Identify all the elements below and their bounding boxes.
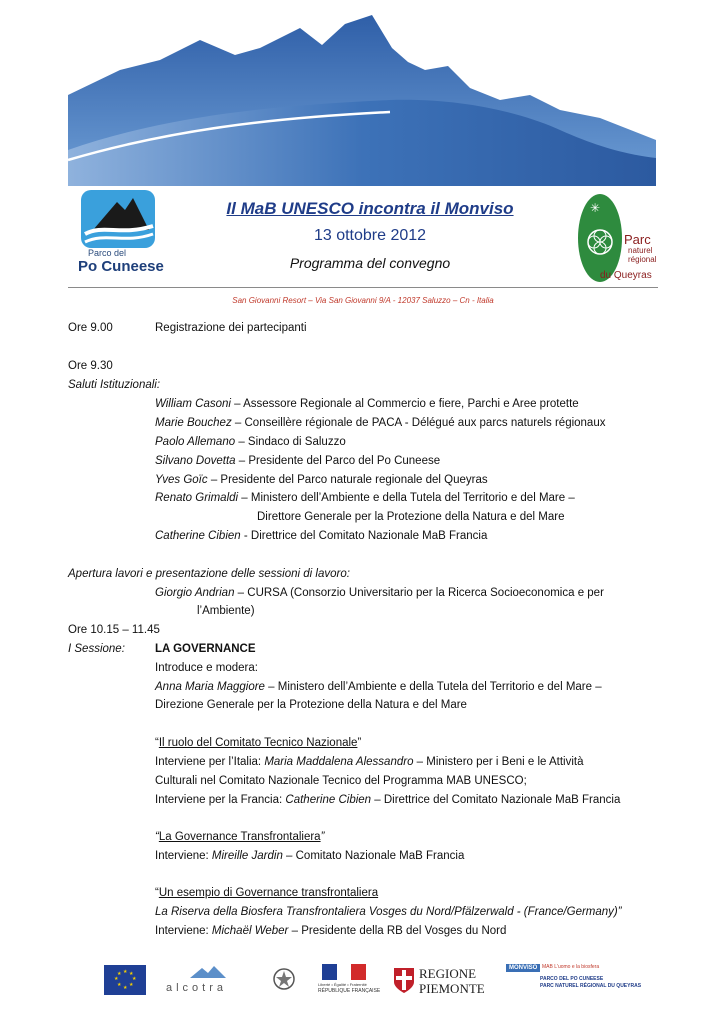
speaker-name: Paolo Allemano [155,436,236,448]
mountain-banner [0,0,725,190]
republique-francaise-logo [318,964,381,996]
eu-flag-icon [104,964,146,996]
speaker-row [155,435,346,449]
marianne-flag-icon [322,964,366,980]
talk2-name: Mireille Jardin [211,850,283,862]
monviso-sub2: PARC NATUREL RÉGIONAL DU QUEYRAS [540,983,642,989]
speaker-role: – Presidente del Parco del Po Cuneese [235,455,441,467]
speaker-name: William Casoni [155,398,231,410]
monviso-text: MONVISO [506,964,540,972]
logo-right-line2a: naturel [628,246,653,255]
talk1-prefix-it: Interviene per l’Italia: [155,756,265,768]
svg-text:★: ★ [129,982,134,988]
talk1-title [155,736,361,750]
session-time: Ore 10.15 – 11.45 [68,624,160,636]
piemonte-shield-icon [392,966,416,994]
session-title: LA GOVERNANCE [155,643,256,655]
talk3-prefix: Interviene: [155,925,212,937]
regione-text: REGIONE [419,966,477,981]
speaker-name: Renato Grimaldi [155,492,239,504]
monviso-mab-logo [506,964,642,996]
logo-right-line2 [628,246,656,264]
event-address: San Giovanni Resort – Via San Giovanni 9/A - 12037 Saluzzo – Cn - Italia [232,296,494,305]
speaker-role: – Assessore Regionale al Commercio e fiere, Parchi e Aree protette [230,398,579,410]
speaker-role: Direttore Generale per la Protezione della Natura e del Mare [257,511,565,523]
speaker-row [155,416,605,430]
svg-text:★: ★ [114,976,119,982]
event-subtitle: Programma del convegno [289,255,451,271]
speaker-name: Yves Goïc [155,474,208,486]
speaker-row [155,473,488,487]
svg-text:★: ★ [117,982,122,988]
speaker-row [155,529,487,543]
talk3-role: – Presidente della RB del Vosges du Nord [288,925,507,937]
talk1-speaker-fr [155,793,620,807]
talk2-title-text: La Governance Transfrontaliera [158,831,321,843]
republique-motto: Liberté • Égalité • Fraternité [318,982,367,987]
monviso-tag: MAB L'uomo e la biosfera [542,964,600,970]
talk1-role-fr: – Direttrice del Comitato Nazionale MaB Francia [371,794,621,806]
talk1-name-it: Maria Maddalena Alessandro [264,756,414,768]
parc-queyras-logo [572,190,660,290]
talk1-name-fr: Catherine Cibien [285,794,372,806]
alcotra-text: alcotra [166,982,228,994]
speaker-role: – Sindaco di Saluzzo [235,436,346,448]
speaker-role: – Ministero dell’Ambiente e della Tutela del Territorio e del Mare – [238,492,575,504]
talk3-speaker [155,924,506,938]
speaker-row [257,510,564,524]
svg-text:✳: ✳ [590,201,601,215]
speaker-role: – Presidente del Parco naturale regionale del Queyras [207,474,488,486]
talk2-prefix: Interviene: [155,850,212,862]
talk3-title [155,886,378,900]
talk1-role-cont: Culturali nel Comitato Nazionale Tecnico del Programma MAB UNESCO; [155,775,527,787]
opening-name: Giorgio Andrian [155,587,235,599]
speaker-role: - Direttrice del Comitato Nazionale MaB Francia [240,530,488,542]
monviso-sub: PARCO DEL PO CUNEESE [540,976,604,982]
moderator-name: Anna Maria Maggiore [155,681,265,693]
greetings-time: Ore 9.30 [68,360,113,372]
speaker-row [155,491,575,505]
quote-open: “ [155,887,159,899]
svg-text:★: ★ [123,969,128,975]
speaker-row [155,397,579,411]
moderator-role: – Ministero dell’Ambiente e della Tutela del Territorio e del Mare – [264,681,602,693]
registration-time: Ore 9.00 [68,322,113,334]
opening-speaker [155,586,604,600]
talk2-title [155,830,324,844]
intro-text: Introduce e modera: [155,662,258,674]
opening-heading: Apertura lavori e presentazione delle sessioni di lavoro: [68,568,350,580]
parco-po-cuneese-logo [76,186,166,286]
svg-text:★: ★ [129,971,134,977]
republique-text: RÉPUBLIQUE FRANÇAISE [318,988,381,994]
talk3-title-text: Un esempio di Governance transfrontaliera [158,887,379,899]
speaker-name: Catherine Cibien [155,530,241,542]
piemonte-text: PIEMONTE [419,981,485,996]
talk1-title-text: Il ruolo del Comitato Tecnico Nazionale [158,737,358,749]
talk3-subtitle: La Riserva della Biosfera Transfrontaliera Vosges du Nord/Pfälzerwald - (France/Germany)” [155,906,622,918]
logo-right-line4: du Queyras [600,270,652,281]
talk1-role-it: – Ministero per i Beni e le Attività [413,756,584,768]
svg-text:★: ★ [123,985,128,991]
moderator-role-cont: Direzione Generale per la Protezione della Natura e del Mare [155,699,467,711]
regione-piemonte-logo [392,964,488,996]
event-date: 13 ottobre 2012 [313,227,427,244]
logo-right-line1: Parc [624,232,651,247]
speaker-name: Marie Bouchez [155,417,232,429]
talk2-speaker [155,849,464,863]
logo-left-line2: Po Cuneese [78,258,164,275]
speaker-row [155,454,440,468]
italian-emblem-icon [272,964,296,996]
alcotra-mountain-icon [190,964,226,980]
quote-open: “ [155,737,159,749]
talk3-name: Michaël Weber [211,925,289,937]
moderator [155,680,602,694]
speaker-role: – Conseillère régionale de PACA - Délégué aux parcs naturels régionaux [231,417,606,429]
header-divider [68,287,658,288]
quote-open: “ [155,831,159,843]
speaker-name: Silvano Dovetta [155,455,236,467]
svg-text:★: ★ [132,976,137,982]
logo-right-line3: régional [628,255,657,264]
talk1-prefix-fr: Interviene per la Francia: [155,794,286,806]
svg-text:★: ★ [117,971,122,977]
talk1-speaker-it [155,755,584,769]
logo-left-line1: Parco del [88,248,127,258]
event-title: Il MaB UNESCO incontra il Monviso [226,199,514,218]
footer-logos [100,964,642,1000]
session-label: I Sessione: [68,643,125,655]
opening-role-cont: l’Ambiente) [197,605,255,617]
talk2-role: – Comitato Nazionale MaB Francia [282,850,465,862]
opening-role: – CURSA (Consorzio Universitario per la Ricerca Socioeconomica e per [234,587,604,599]
registration-text: Registrazione dei partecipanti [155,322,307,334]
quote-close: ” [320,831,325,843]
greetings-heading: Saluti Istituzionali: [68,379,161,391]
quote-close: ” [357,737,362,749]
alcotra-logo [162,964,254,996]
po-cuneese-emblem-icon [81,190,161,250]
